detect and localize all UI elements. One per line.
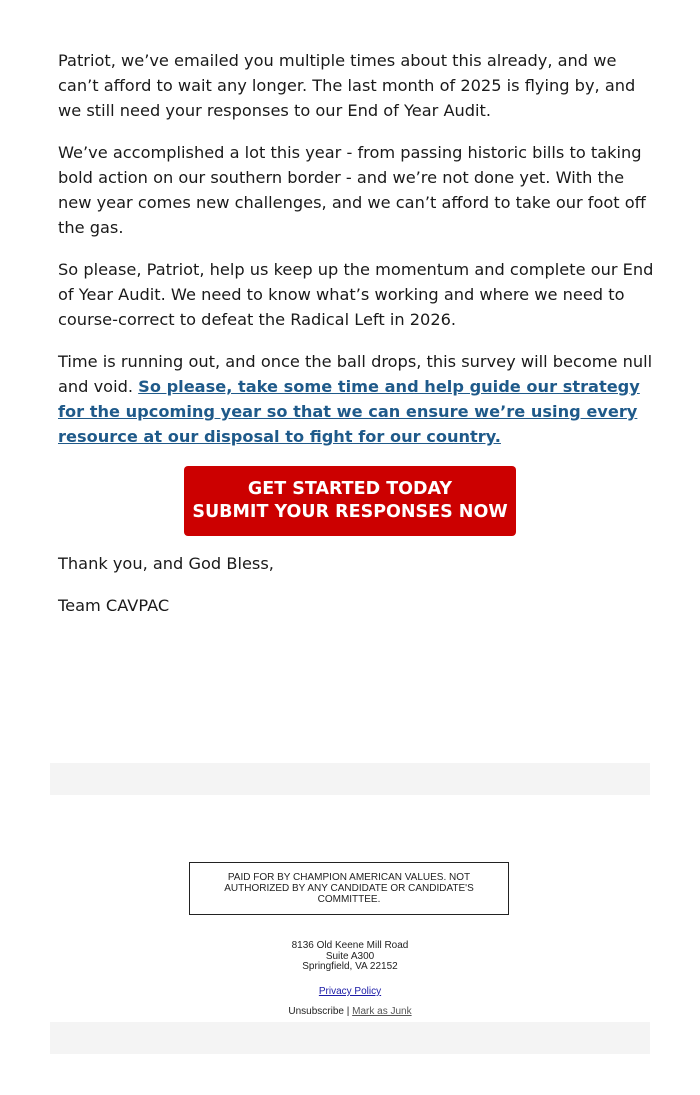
footer-band-bottom <box>50 1022 650 1054</box>
disclaimer-text: PAID FOR BY CHAMPION AMERICAN VALUES. NOT AUTHORIZED BY ANY CANDIDATE OR CANDIDATE'S COMMITTEE. <box>224 872 474 905</box>
footer-band-top <box>50 763 650 795</box>
privacy-row <box>200 986 500 998</box>
mailing-address <box>200 941 500 973</box>
strategy-link[interactable]: So please, take some time and help guide our strategy for the upcoming year so that we can ensure we’re using every resource at our disposal to fight for our country. <box>58 377 640 446</box>
address-line-1: 8136 Old Keene Mill Road <box>291 940 409 951</box>
signature: Team CAVPAC <box>58 596 170 615</box>
paragraph-3: So please, Patriot, help us keep up the momentum and complete our End of Year Audit. We need to know what’s working and where we need to course-correct to defeat the Radical Left in 2026. <box>58 260 654 329</box>
paragraph-2: We’ve accomplished a lot this year - from passing historic bills to taking bold action on our southern border - and we’re not done yet. With the new year comes new challenges, and we can’t afford to take our foot off the gas. <box>58 143 646 237</box>
unsubscribe-row <box>200 1006 500 1018</box>
email-body <box>58 48 658 466</box>
paragraph-1: Patriot, we’ve emailed you multiple times about this already, and we can’t afford to wait any longer. The last month of 2025 is flying by, and we still need your responses to our End of Year Audit. <box>58 51 636 120</box>
button-line-1: GET STARTED TODAY <box>247 479 453 499</box>
paid-for-disclaimer <box>189 862 509 915</box>
paragraph-4 <box>58 349 658 449</box>
address-line-3: Springfield, VA 22152 <box>302 961 398 972</box>
cta-container <box>184 466 516 536</box>
address-line-2: Suite A300 <box>325 950 375 962</box>
paragraph-4-text: Time is running out, and once the ball drops, this survey will become null and void. <box>58 352 653 396</box>
get-started-button[interactable] <box>184 466 516 536</box>
mark-as-junk-link[interactable]: Mark as Junk <box>352 1006 412 1017</box>
privacy-policy-link[interactable]: Privacy Policy <box>318 986 382 997</box>
separator: | <box>343 1006 353 1017</box>
unsubscribe-link[interactable]: Unsubscribe <box>288 1006 344 1017</box>
button-line-2: SUBMIT YOUR RESPONSES NOW <box>192 502 508 522</box>
closing-text: Thank you, and God Bless, <box>58 554 274 573</box>
